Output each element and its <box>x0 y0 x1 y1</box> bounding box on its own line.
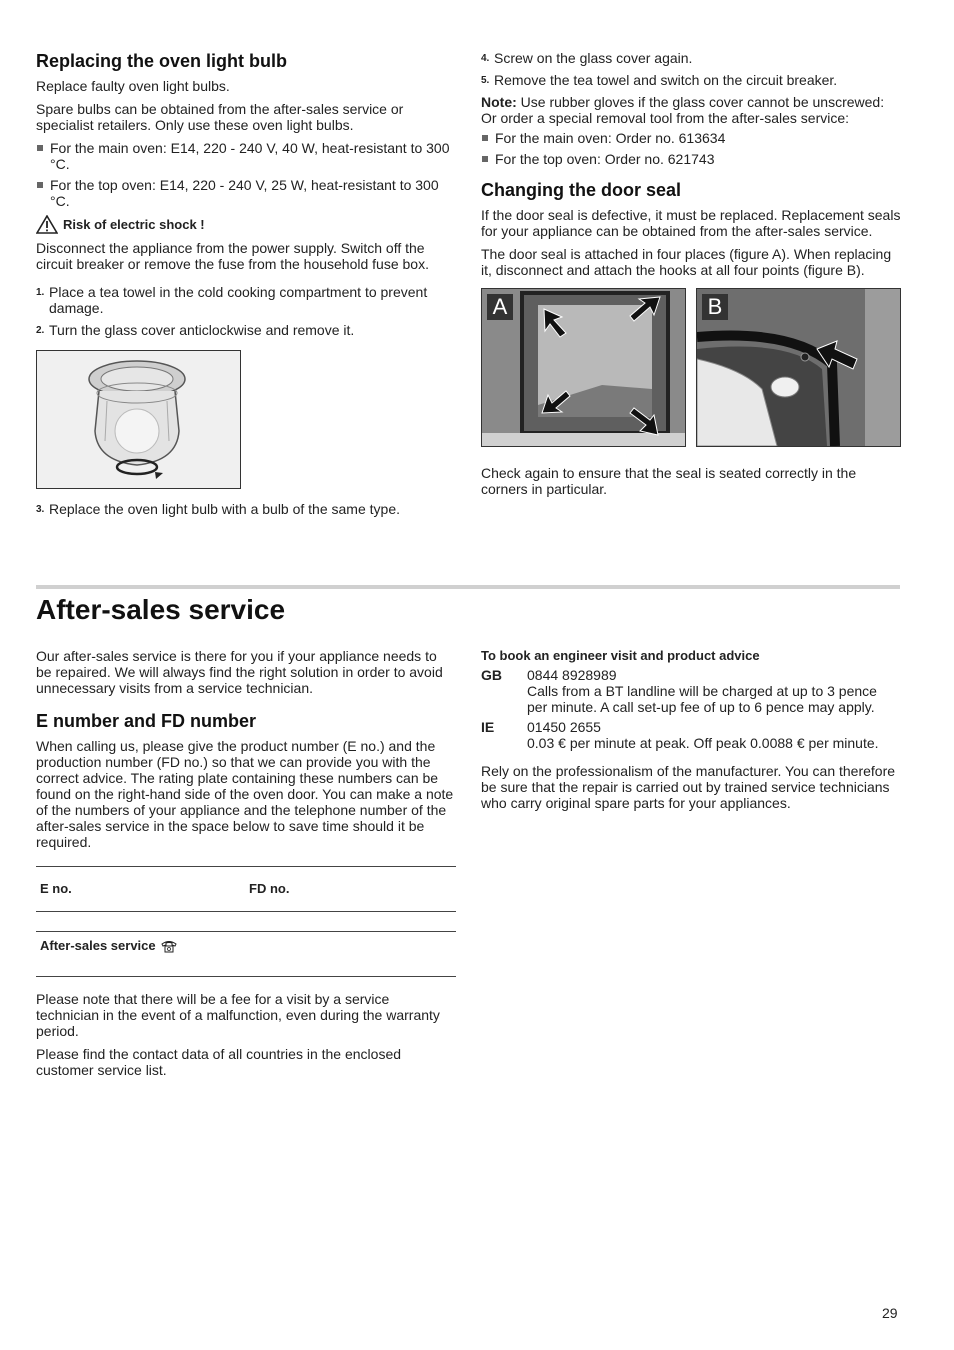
numbers-form-row <box>36 867 456 912</box>
country-code: GB <box>481 667 502 683</box>
seal-p2: The door seal is attached in four places (figure A). When replacing it, disconnect and attach the hooks at all four points (figure B). <box>481 246 892 278</box>
phone-number: 01450 2655 <box>527 719 601 735</box>
contact-details <box>527 719 879 751</box>
telephone-icon <box>160 939 178 953</box>
after-sales-right-column <box>481 648 901 818</box>
enum-heading: E number and FD number <box>36 711 257 731</box>
fee-text: Please note that there will be a fee for a visit by a service technician in the event of a malfunction, even during the warranty period. <box>36 991 440 1039</box>
seal-heading: Changing the door seal <box>481 180 682 200</box>
after-sales-left-column <box>36 648 456 1085</box>
warning-title: Risk of electric shock ! <box>63 216 205 232</box>
section-divider <box>36 585 900 589</box>
seal-check: Check again to ensure that the seal is seated correctly in the corners in particular. <box>481 465 857 497</box>
glass-cover-illustration <box>37 351 240 488</box>
step-item: 2. Turn the glass cover anticlockwise and remove it. <box>36 322 355 338</box>
bulb-steps-final <box>481 50 901 88</box>
warning-text: Disconnect the appliance from the power supply. Switch off the circuit breaker or remove the fuse from the household fuse box. <box>36 240 429 272</box>
e-no-label: E no. <box>40 881 72 896</box>
figure-a <box>481 288 686 447</box>
door-seal-figures <box>481 288 901 447</box>
after-sales-title: After-sales service <box>36 594 286 625</box>
figure-b <box>696 288 901 447</box>
fd-no-label: FD no. <box>249 881 290 896</box>
left-column <box>36 50 456 523</box>
page-number: 29 <box>882 1305 898 1321</box>
bulb-heading: Replacing the oven light bulb <box>36 51 288 71</box>
country-code: IE <box>481 719 495 735</box>
figure-b-label: B <box>702 294 728 320</box>
right-column <box>481 50 901 504</box>
list-item: For the main oven: Order no. 613634 <box>481 130 901 146</box>
contact-data-text: Please find the contact data of all countries in the enclosed customer service list. <box>36 1046 402 1078</box>
list-item: For the main oven: E14, 220 - 240 V, 40 W, heat-resistant to 300 °C. <box>36 140 456 172</box>
bulb-steps-cont <box>36 501 456 517</box>
step-item: 3. Replace the oven light bulb with a bulb of the same type. <box>36 501 400 517</box>
bulb-steps <box>36 284 456 338</box>
list-item: For the top oven: Order no. 621743 <box>481 151 901 167</box>
book-heading: To book an engineer visit and product advice <box>481 648 760 663</box>
contact-details <box>527 667 901 715</box>
list-item: For the top oven: E14, 220 - 240 V, 25 W, heat-resistant to 300 °C. <box>36 177 456 209</box>
bulb-intro: Replace faulty oven light bulbs. <box>36 78 230 94</box>
seal-p1: If the door seal is defective, it must be replaced. Replacement seals for your appliance can be obtained from the after-sales service. <box>481 207 901 239</box>
call-charges: Calls from a BT landline will be charged at up to 3 pence per minute. A call set-up fee of up to 6 pence may apply. <box>527 683 877 715</box>
phone-number: 0844 8928989 <box>527 667 617 683</box>
after-sales-intro: Our after-sales service is there for you if your appliance needs to be repaired. We will always find the right solution in order to avoid unnecessary visits from a service technician. <box>36 648 443 696</box>
service-form-row <box>36 931 456 977</box>
bulb-bullet-list <box>36 140 456 209</box>
enum-text: When calling us, please give the product number (E no.) and the production number (FD no.) so that we can provide you with the correct advice. The rating plate containing these numbers can be found on the right-hand side of the oven door. You can make a note of the numbers of your appliance and the telephone number of the after-sales service in the space below to save time should it be required. <box>36 738 454 850</box>
rely-text: Rely on the professionalism of the manufacturer. You can therefore be sure that the repair is carried out by trained service technicians who carry original spare parts for your appliances. <box>481 763 896 811</box>
step-item: 1. Place a tea towel in the cold cooking compartment to prevent damage. <box>36 284 428 316</box>
bulb-spares: Spare bulbs can be obtained from the after-sales service or specialist retailers. Only use these oven light bulbs. <box>36 101 404 133</box>
figure-a-label: A <box>487 294 513 320</box>
note-paragraph: Note: Use rubber gloves if the glass cover cannot be unscrewed: Or order a special removal tool from the after-sales service: <box>481 94 885 126</box>
service-label: After-sales service <box>40 938 156 953</box>
numbers-form <box>36 866 456 977</box>
contact-entry-gb <box>481 667 901 715</box>
service-label-cell <box>40 938 178 954</box>
step-item: 4. Screw on the glass cover again. <box>481 50 693 66</box>
step-item: 5. Remove the tea towel and switch on the circuit breaker. <box>481 72 838 88</box>
warning-triangle-icon <box>36 215 58 234</box>
order-bullet-list <box>481 130 901 167</box>
warning-heading <box>36 215 456 234</box>
contact-entry-ie <box>481 719 901 751</box>
glass-cover-figure <box>36 350 241 489</box>
call-charges: 0.03 € per minute at peak. Off peak 0.0088 € per minute. <box>527 735 879 751</box>
